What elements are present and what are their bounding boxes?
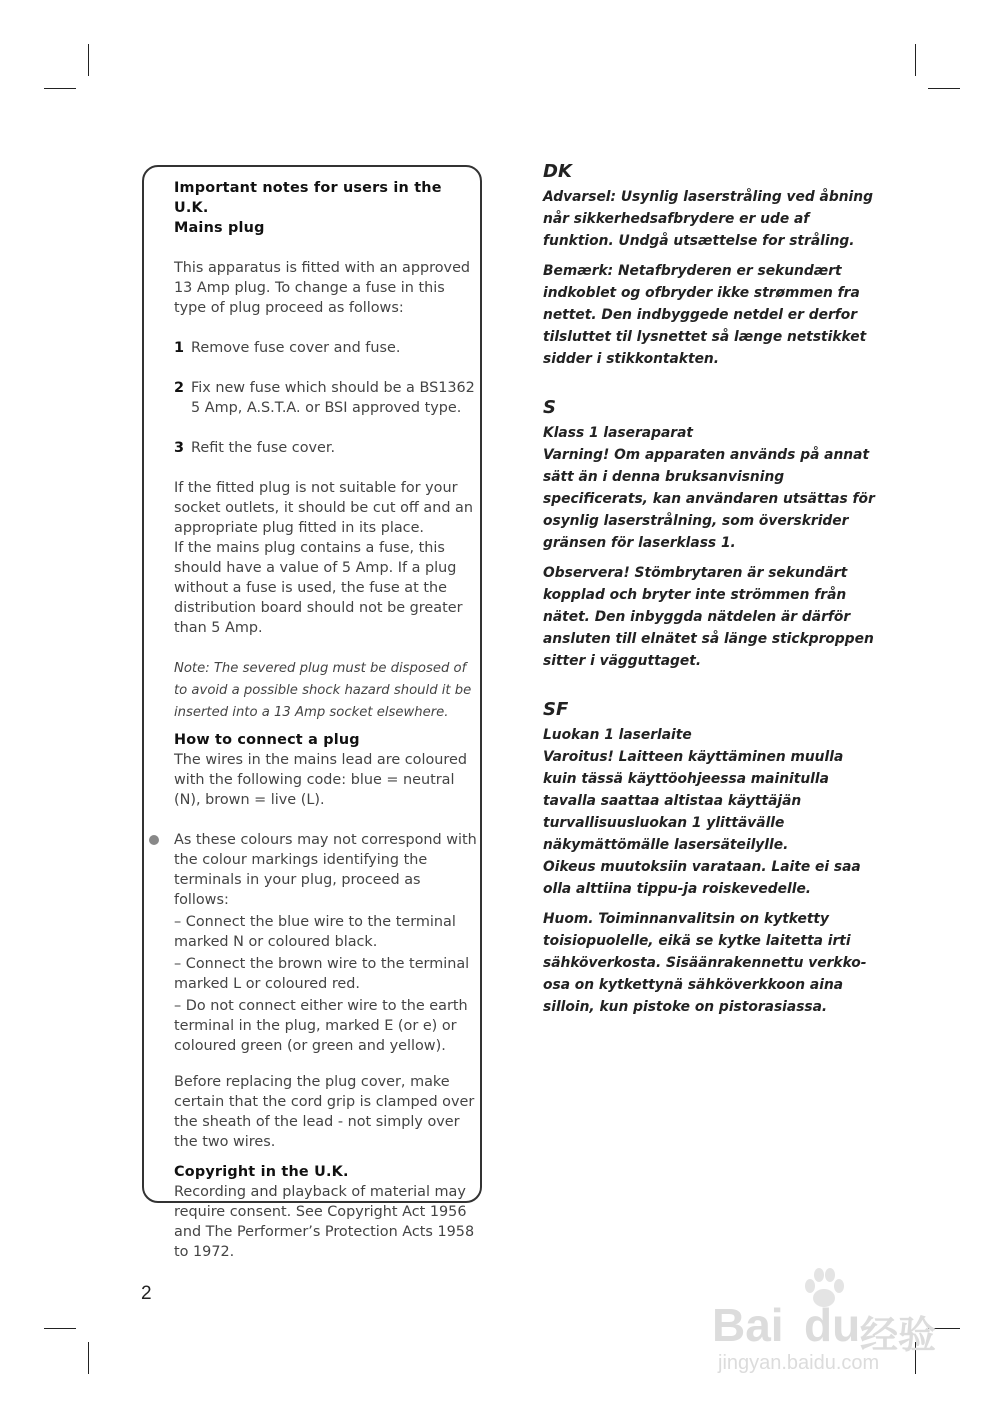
bullet-text: As these colours may not correspond with the colour markings identifying the terminals in your plug, proceed as follows:	[174, 832, 477, 908]
dk-code: DK	[543, 161, 572, 182]
severed-plug-note: Note: The severed plug must be disposed of to avoid a possible shock hazard should it be inserted into a 13 Amp socket elsewhere.	[174, 661, 472, 720]
colour-bullet	[174, 830, 479, 910]
crop-mark-top-right-h	[928, 88, 960, 89]
step-2	[174, 378, 479, 418]
crop-mark-bottom-left-v	[88, 1342, 89, 1374]
dk-note: Bemærk: Netafbryderen er sekundært indkoblet og ofbryder ikke strømmen fra nettet. Den indbyggede netdel er derfor tilsluttet til lysnettet så længe netstikket sidder i stikkontakten.	[543, 263, 867, 367]
step-1	[174, 338, 479, 358]
step-text: Refit the fuse cover.	[191, 440, 336, 456]
connect-plug-heading: How to connect a plug	[174, 732, 360, 748]
step-3	[174, 438, 479, 458]
copyright-text: Recording and playback of material may require consent. See Copyright Act 1956 and The Performer’s Protection Acts 1958 to 1972.	[174, 1184, 475, 1260]
crop-mark-top-left-h	[44, 88, 76, 89]
sf-note: Huom. Toiminnanvalitsin on kytketty toisiopuolelle, eikä se kytke laitetta irti sähköverkosta. Sisäänrakennettu verkko-osa on kytkettynä sähköverkkoon aina silloin, kun pistoke on pistorasiassa.	[543, 911, 867, 1015]
crop-mark-bottom-left-h	[44, 1328, 76, 1329]
s-class-line: Klass 1 laseraparat	[543, 425, 693, 441]
intro-text: This apparatus is fitted with an approved 13 Amp plug. To change a fuse in this type of plug proceed as follows:	[174, 260, 471, 316]
page-number: 2	[141, 1283, 152, 1304]
watermark-cn: 经验	[860, 1315, 937, 1357]
s-warning: Varning! Om apparaten används på annat sätt än i denna bruksanvisning specificerats, kan användaren utsättas för osynlig laserstrålning, som överskrider gränsen för laserklass 1.	[543, 447, 875, 551]
sf-rights: Oikeus muutoksiin varataan. Laite ei saa olla alttiina tippu-ja roiskevedelle.	[543, 859, 861, 897]
section-dk	[543, 160, 878, 370]
step-number: 1	[174, 340, 185, 356]
bullet-icon	[149, 835, 159, 845]
section-s	[543, 396, 878, 672]
step-text: Fix new fuse which should be a BS1362 5 Amp, A.S.T.A. or BSI approved type.	[191, 380, 475, 416]
sf-warning: Varoitus! Laitteen käyttäminen muulla kuin tässä käyttöohjeessa mainitulla tavalla saattaa altistaa käyttäjän turvallisuusluokan 1 ylittävälle näkymättömälle lasersäteilylle.	[543, 749, 844, 853]
copyright-heading: Copyright in the U.K.	[174, 1164, 349, 1180]
sf-code: SF	[543, 699, 569, 720]
crop-mark-top-left-v	[88, 44, 89, 76]
dash-item-brown: – Connect the brown wire to the terminal marked L or coloured red.	[174, 956, 470, 992]
uk-title: Important notes for users in the U.K.	[174, 180, 442, 216]
watermark-brand: Bai	[712, 1299, 784, 1351]
uk-notes	[174, 178, 479, 1262]
s-code: S	[543, 397, 556, 418]
nordic-warnings	[543, 160, 878, 1018]
baidu-watermark	[710, 1268, 950, 1378]
sf-class-line: Luokan 1 laserlaite	[543, 727, 692, 743]
connect-plug-text: The wires in the mains lead are coloured with the following code: blue = neutral (N), brown = live (L).	[174, 752, 467, 808]
section-sf	[543, 698, 878, 1018]
plug-cover-text: Before replacing the plug cover, make certain that the cord grip is clamped over the sheath of the lead - not simply over the two wires.	[174, 1074, 475, 1150]
mains-plug-heading: Mains plug	[174, 220, 265, 236]
crop-mark-top-right-v	[915, 44, 916, 76]
watermark-brand-du: du	[804, 1299, 861, 1351]
dash-item-earth: – Do not connect either wire to the earth terminal in the plug, marked E (or e) or coloured green (or green and yellow).	[174, 998, 468, 1054]
dash-item-blue: – Connect the blue wire to the terminal marked N or coloured black.	[174, 914, 456, 950]
step-number: 2	[174, 380, 185, 396]
dk-warning: Advarsel: Usynlig laserstråling ved åbning når sikkerhedsafbrydere er ude af funktion. Undgå utsættelse for stråling.	[543, 189, 873, 249]
step-text: Remove fuse cover and fuse.	[191, 340, 401, 356]
s-note: Observera! Stömbrytaren är sekundärt kopplad och bryter inte strömmen från nätet. Den inbyggda nätdelen är därför ansluten till elnätet så länge stickproppen sitter i vägguttaget.	[543, 565, 874, 669]
unsuitable-plug-text: If the fitted plug is not suitable for your socket outlets, it should be cut off and an appropriate plug fitted in its place.	[174, 480, 473, 536]
fuse-value-text: If the mains plug contains a fuse, this should have a value of 5 Amp. If a plug without a fuse is used, the fuse at the distribution board should not be greater than 5 Amp.	[174, 540, 463, 636]
watermark-url: jingyan.baidu.com	[718, 1352, 880, 1374]
step-number: 3	[174, 440, 185, 456]
